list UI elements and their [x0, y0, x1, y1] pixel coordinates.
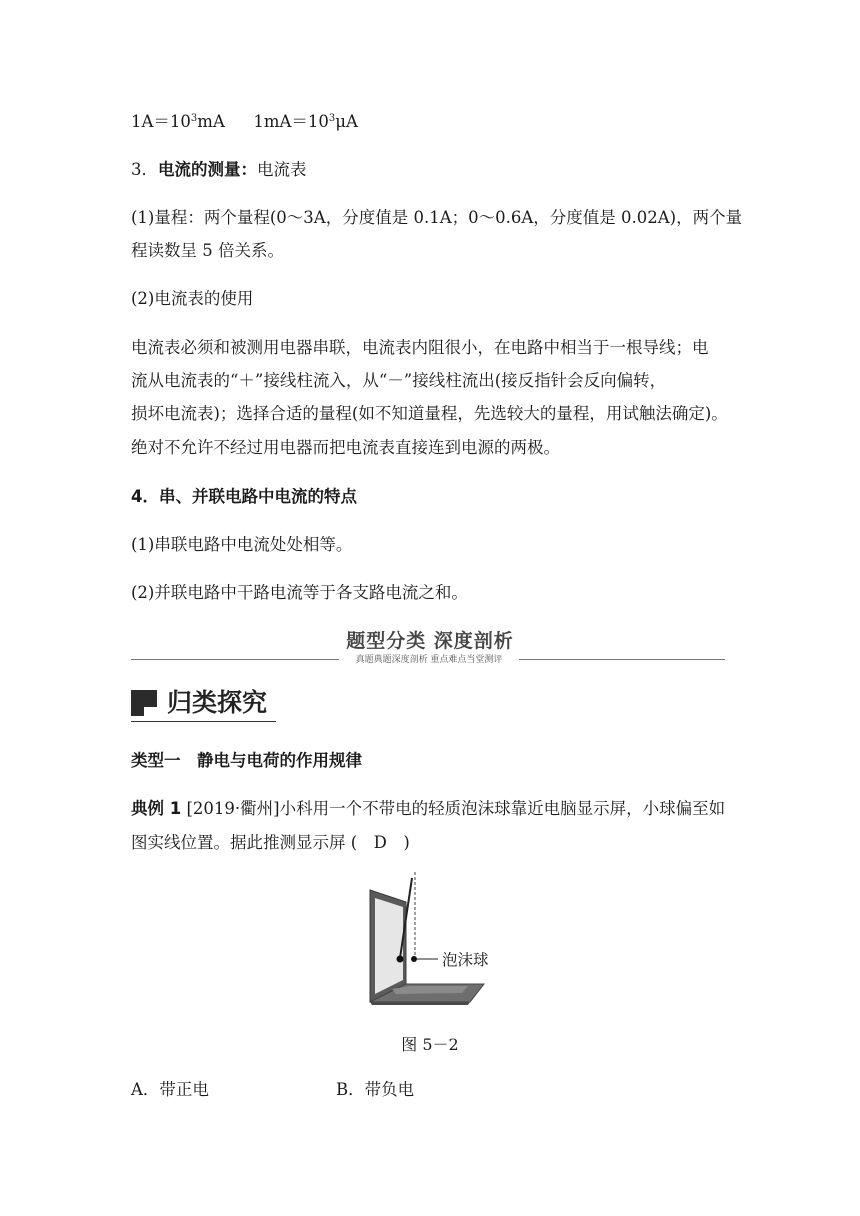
section-square-icon [131, 690, 157, 716]
section-underline [131, 721, 276, 722]
unit-part1-base: 1A＝10 [131, 112, 191, 131]
point3-2-line3: 损坏电流表)；选择合适的量程(如不知道量程，先选较大的量程，用试触法确定)。 [131, 404, 728, 423]
unit-part2-base: 1mA＝10 [253, 112, 329, 131]
foam-ball-label: 泡沫球 [442, 951, 489, 969]
point3-2-line1: 电流表必须和被测用电器串联，电流表内阻很小，在电路中相当于一根导线；电 [131, 338, 709, 357]
point4-heading: 4．串、并联电路中电流的特点 [131, 487, 357, 506]
banner-title: 题型分类 深度剖析 [346, 630, 514, 652]
example1-label: 典例 1 [131, 799, 182, 818]
example1-line2: 图实线位置。据此推测显示屏 ( D ) [131, 833, 410, 852]
section-title: 归类探究 [167, 688, 268, 717]
point4-item1: (1)串联电路中电流处处相等。 [131, 535, 353, 554]
unit-part1-unit: mA [197, 112, 225, 131]
point3-2-line2: 流从电流表的“＋”接线柱流入，从“－”接线柱流出(接反指针会反向偏转， [131, 371, 667, 390]
point3-2-heading: (2)电流表的使用 [131, 289, 254, 308]
unit-conversion-line [131, 112, 358, 132]
type1-heading: 类型一 静电与电荷的作用规律 [131, 751, 362, 770]
banner-rule-right [519, 659, 725, 660]
unit-part2-exponent: 3 [328, 113, 336, 124]
example1-text1: [2019·衢州]小科用一个不带电的轻质泡沫球靠近电脑显示屏，小球偏至如 [181, 799, 726, 818]
point3-1-line2: 程读数呈 5 倍关系。 [131, 241, 284, 260]
point3-number: 3． [131, 160, 158, 179]
option-a: A．带正电 [131, 1080, 209, 1099]
example1-line1 [131, 799, 725, 819]
unit-part2-unit: μA [335, 112, 358, 131]
point4-item2: (2)并联电路中干路电流等于各支路电流之和。 [131, 583, 468, 602]
unit-part1-exponent: 3 [190, 113, 198, 124]
point3-title: 电流的测量： [158, 160, 257, 179]
banner-rule-left [131, 659, 339, 660]
section-heading [131, 686, 276, 722]
laptop-illustration [366, 872, 496, 1007]
point3-2-line4: 绝对不允许不经过用电器而把电流表直接连到电源的两极。 [131, 438, 560, 457]
laptop-figure [366, 872, 496, 1007]
banner-subtitle: 真题典题深度剖析 重点难点当堂测评 [355, 655, 503, 665]
point3-heading [131, 160, 307, 180]
point3-1-line1: (1)量程：两个量程(0～3A，分度值是 0.1A；0～0.6A，分度值是 0.02A)，两个量 [131, 208, 743, 227]
figure-caption: 图 5－2 [401, 1035, 459, 1054]
option-b: B．带负电 [336, 1080, 415, 1099]
point3-text: 电流表 [257, 160, 307, 179]
